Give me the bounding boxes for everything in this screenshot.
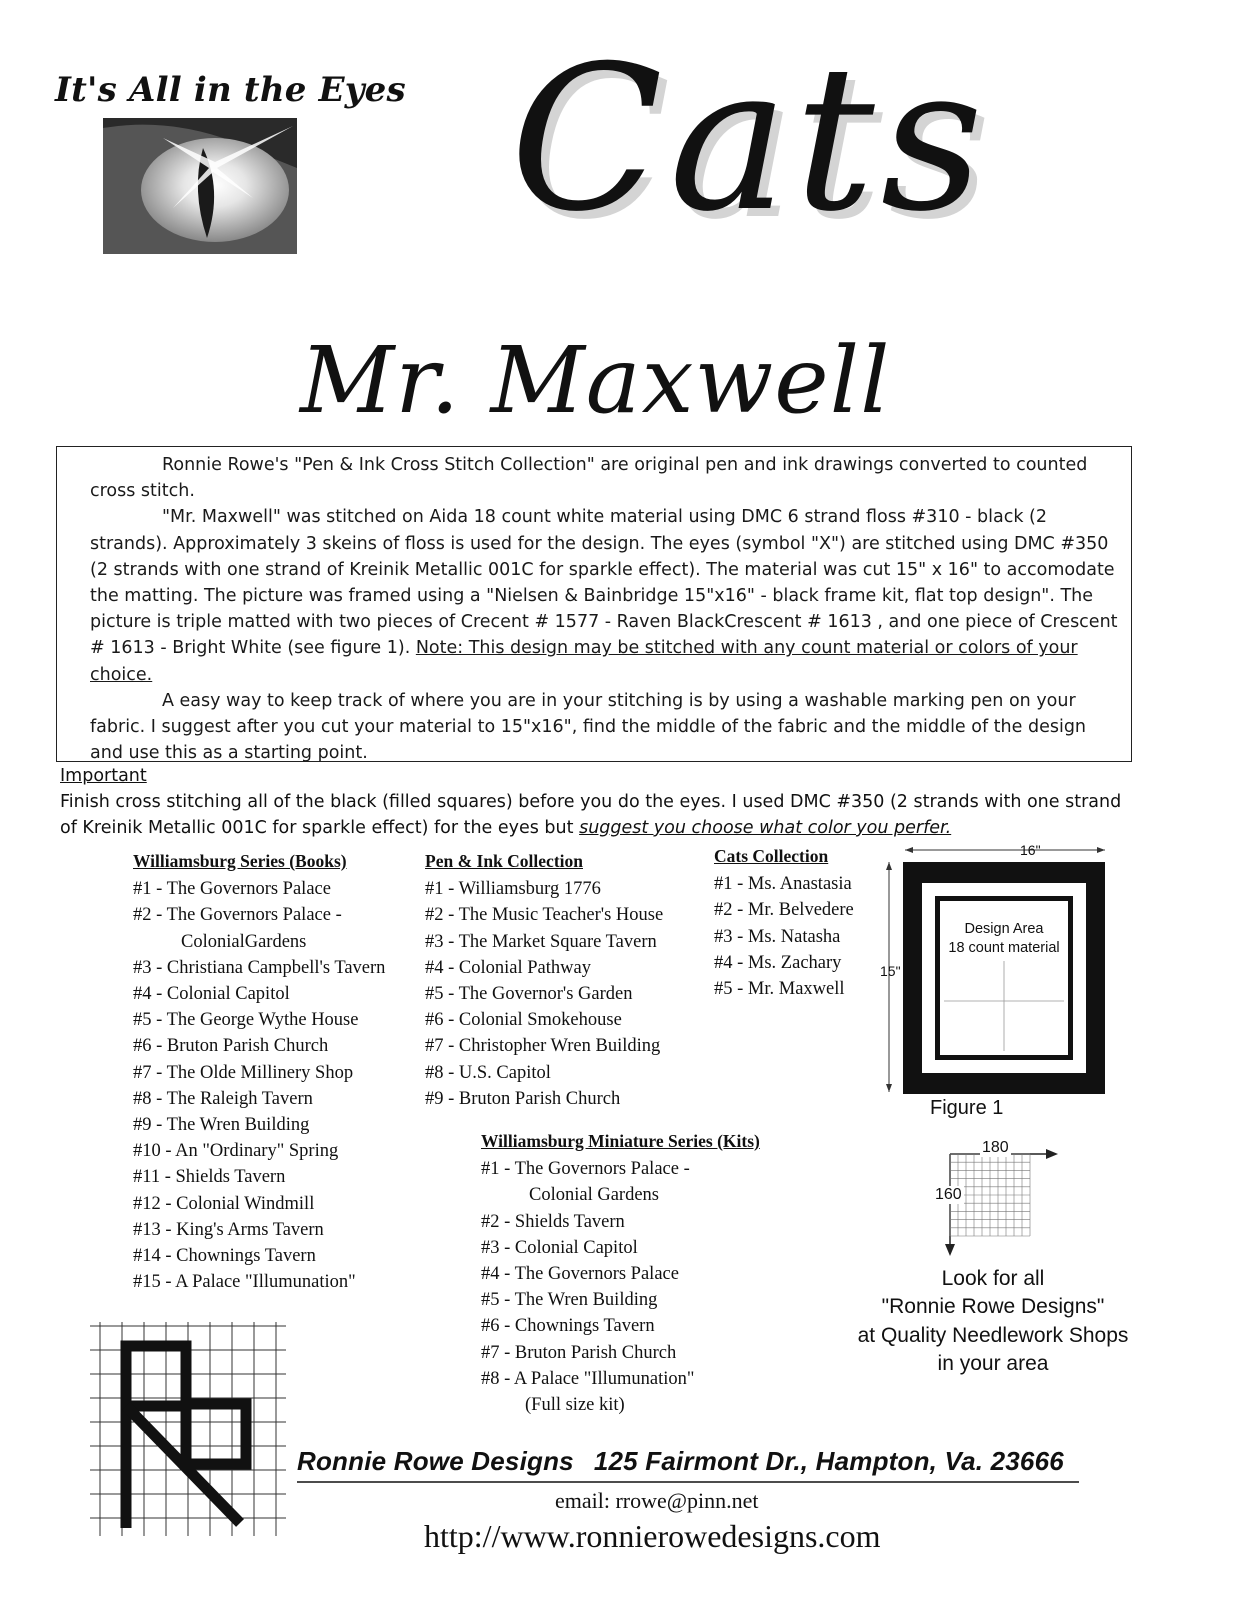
list-item: #11 - Shields Tavern — [133, 1167, 286, 1188]
promo-line: "Ronnie Rowe Designs" — [881, 1295, 1105, 1319]
list-item: Colonial Gardens — [529, 1185, 659, 1206]
promo-line: Look for all — [941, 1267, 1045, 1290]
design-area-line2: 18 count material — [948, 940, 1060, 956]
design-area-label — [940, 920, 1068, 958]
list-item: #2 - Mr. Belvedere — [714, 900, 854, 921]
description-details: "Mr. Maxwell" was stitched on Aida 18 count white material using DMC 6 strand floss #310 - black (2 strands). Approximately 3 skeins of floss is used for the design. The eyes (symbol "X") are stitched using DMC #350 (2 strands with one strand of Kreinik Metallic 001C for sparkle effect). The material was cut 15" x 16" to accomodate the matting. The picture was framed using a "Nielsen & Bainbridge 15"x16" - black frame kit, flat top design". The picture is triple matted with two pieces of Crecent # 1577 - Raven BlackCrescent # 1613 , and one piece of Crescent # 1613 - Bright White (see figure 1). — [90, 507, 1118, 659]
cats-collection-list — [714, 843, 854, 1002]
list-heading: Williamsburg Series (Books) — [133, 851, 347, 871]
list-item: #4 - The Governors Palace — [481, 1264, 679, 1285]
website-link[interactable]: http://www.ronnierowedesigns.com — [424, 1518, 881, 1554]
description-note: Note: This design may be stitched with any count material or colors of your choice. — [90, 638, 1078, 685]
list-item: #14 - Chownings Tavern — [133, 1246, 316, 1267]
list-item: #5 - Mr. Maxwell — [714, 979, 845, 1000]
tagline: It's All in the Eyes — [55, 70, 406, 110]
grid-width-label: 180 — [982, 1139, 1009, 1156]
list-item: ColonialGardens — [181, 931, 307, 952]
description-paragraph-1: Ronnie Rowe's "Pen & Ink Cross Stitch Collection" are original pen and ink drawings converted to counted cross stitch. — [90, 455, 1088, 502]
main-title: Cats — [510, 23, 990, 256]
description-text — [90, 452, 1120, 766]
width-dimension: 16" — [1020, 842, 1041, 858]
list-item: #4 - Colonial Pathway — [425, 957, 591, 978]
important-heading: Important — [60, 766, 147, 786]
list-item: #13 - King's Arms Tavern — [133, 1219, 324, 1240]
figure-caption: Figure 1 — [930, 1097, 1004, 1119]
company-name: Ronnie Rowe Designs — [297, 1446, 574, 1476]
williamsburg-books-list — [133, 848, 385, 1295]
design-name: Mr. Maxwell — [300, 327, 891, 434]
email-link[interactable]: email: rrowe@pinn.net — [555, 1488, 759, 1513]
list-item: #1 - Ms. Anastasia — [714, 874, 852, 895]
list-item: #7 - Bruton Parish Church — [481, 1342, 677, 1363]
company-address: 125 Fairmont Dr., Hampton, Va. 23666 — [593, 1446, 1064, 1476]
list-item: #1 - The Governors Palace - — [481, 1159, 690, 1180]
list-item: #10 - An "Ordinary" Spring — [133, 1141, 339, 1162]
list-item: #5 - The Wren Building — [481, 1290, 658, 1311]
list-item: #3 - Ms. Natasha — [714, 926, 841, 947]
list-item: #8 - A Palace "Illumunation" — [481, 1368, 695, 1389]
list-item: #15 - A Palace "Illumunation" — [133, 1272, 356, 1293]
list-item: #2 - The Governors Palace - — [133, 905, 342, 926]
list-item: #4 - Colonial Capitol — [133, 984, 290, 1005]
list-item: #9 - Bruton Parish Church — [425, 1088, 621, 1109]
list-item: #6 - Chownings Tavern — [481, 1316, 655, 1337]
design-area-line1: Design Area — [964, 921, 1044, 937]
important-emphasis: suggest you choose what color you perfer. — [579, 818, 952, 838]
list-item: #1 - Williamsburg 1776 — [425, 879, 601, 900]
grid-height-label: 160 — [935, 1186, 962, 1203]
list-item: #4 - Ms. Zachary — [714, 952, 842, 973]
promo-text — [838, 1265, 1148, 1379]
description-paragraph-2 — [90, 504, 1120, 687]
footer-rule — [297, 1480, 1079, 1484]
list-item: #2 - Shields Tavern — [481, 1211, 625, 1232]
list-item: (Full size kit) — [525, 1395, 625, 1416]
list-heading: Williamsburg Miniature Series (Kits) — [481, 1131, 760, 1151]
cat-eye-image — [103, 118, 297, 254]
list-item: #7 - Christopher Wren Building — [425, 1036, 661, 1057]
list-item: #5 - The Governor's Garden — [425, 984, 633, 1005]
important-body: Finish cross stitching all of the black (filled squares) before you do the eyes. I used DMC #350 (2 strands with one strand of Kreinik Metallic 001C for sparkle effect) for the eyes but — [60, 792, 1122, 838]
company-line — [297, 1446, 1064, 1477]
list-item: #1 - The Governors Palace — [133, 879, 331, 900]
list-item: #7 - The Olde Millinery Shop — [133, 1062, 354, 1083]
list-item: #9 - The Wren Building — [133, 1115, 310, 1136]
promo-line: in your area — [937, 1352, 1049, 1376]
list-item: #2 - The Music Teacher's House — [425, 905, 664, 926]
promo-line: at Quality Needlework Shops — [857, 1323, 1129, 1347]
list-item: #3 - The Market Square Tavern — [425, 931, 657, 952]
miniature-series-list — [481, 1128, 760, 1418]
pen-ink-collection-list — [425, 848, 663, 1112]
description-paragraph-3: A easy way to keep track of where you are in your stitching is by using a washable marking pen on your fabric. I suggest after you cut your material to 15"x16", find the middle of the fabric and the middle of the design and use this as a starting point. — [90, 690, 1087, 764]
list-item: #3 - Colonial Capitol — [481, 1237, 638, 1258]
important-text — [60, 789, 1140, 841]
rr-logo — [90, 1318, 290, 1538]
list-item: #6 - Bruton Parish Church — [133, 1036, 329, 1057]
list-heading: Pen & Ink Collection — [425, 851, 583, 871]
list-item: #6 - Colonial Smokehouse — [425, 1010, 622, 1031]
list-heading: Cats Collection — [714, 846, 829, 866]
height-dimension: 15" — [880, 963, 901, 979]
list-item: #3 - Christiana Campbell's Tavern — [133, 957, 386, 978]
list-item: #8 - The Raleigh Tavern — [133, 1088, 313, 1109]
list-item: #5 - The George Wythe House — [133, 1010, 359, 1031]
list-item: #12 - Colonial Windmill — [133, 1193, 315, 1214]
list-item: #8 - U.S. Capitol — [425, 1062, 551, 1083]
